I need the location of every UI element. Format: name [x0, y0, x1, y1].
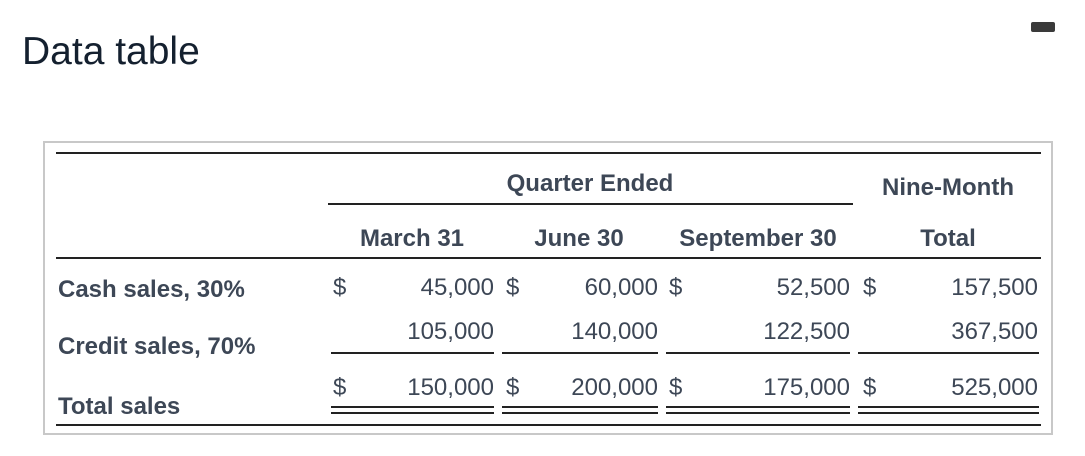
cell-cash-total: 157,500 — [951, 274, 1038, 301]
cell-total-june: 200,000 — [571, 374, 658, 401]
subtotal-rule-total — [858, 352, 1039, 354]
subtotal-rule-june — [502, 352, 658, 354]
cell-cash-march: 45,000 — [420, 274, 494, 301]
minimize-icon[interactable] — [1031, 22, 1055, 32]
bottom-rule — [56, 424, 1041, 426]
dollar-sign: $ — [506, 274, 520, 301]
subtotal-rule-march — [331, 352, 494, 354]
header-rule — [56, 257, 1041, 259]
dollar-sign: $ — [863, 274, 877, 301]
total-double-rule-june — [502, 406, 658, 414]
dollar-sign: $ — [669, 374, 683, 401]
cell-credit-september: 122,500 — [763, 318, 850, 345]
row-label-total-sales: Total sales — [58, 393, 181, 420]
top-rule — [56, 152, 1041, 154]
column-header-september-30: September 30 — [679, 225, 837, 252]
cell-cash-june: 60,000 — [584, 274, 658, 301]
total-double-rule-september — [666, 406, 850, 414]
cell-credit-march: 105,000 — [407, 318, 494, 345]
dollar-sign: $ — [669, 274, 683, 301]
quarter-ended-header: Quarter Ended — [506, 170, 674, 197]
dollar-sign: $ — [333, 374, 347, 401]
dollar-sign: $ — [506, 374, 520, 401]
dollar-sign: $ — [333, 274, 347, 301]
cell-total-september: 175,000 — [763, 374, 850, 401]
column-header-total: Total — [920, 225, 976, 252]
row-label-credit-sales: Credit sales, 70% — [58, 333, 256, 360]
subtotal-rule-september — [666, 352, 850, 354]
cell-cash-september: 52,500 — [776, 274, 850, 301]
nine-month-header: Nine-Month — [882, 174, 1014, 201]
cell-credit-total: 367,500 — [951, 318, 1038, 345]
column-header-june-30: June 30 — [534, 225, 624, 252]
cell-total-march: 150,000 — [407, 374, 494, 401]
total-double-rule-march — [331, 406, 494, 414]
column-header-march-31: March 31 — [359, 225, 465, 252]
row-label-cash-sales: Cash sales, 30% — [58, 276, 245, 303]
page-title: Data table — [22, 30, 200, 73]
cell-credit-june: 140,000 — [571, 318, 658, 345]
dollar-sign: $ — [863, 374, 877, 401]
quarter-ended-underline — [328, 203, 853, 205]
cell-total-total: 525,000 — [951, 374, 1038, 401]
total-double-rule-total — [858, 406, 1039, 414]
